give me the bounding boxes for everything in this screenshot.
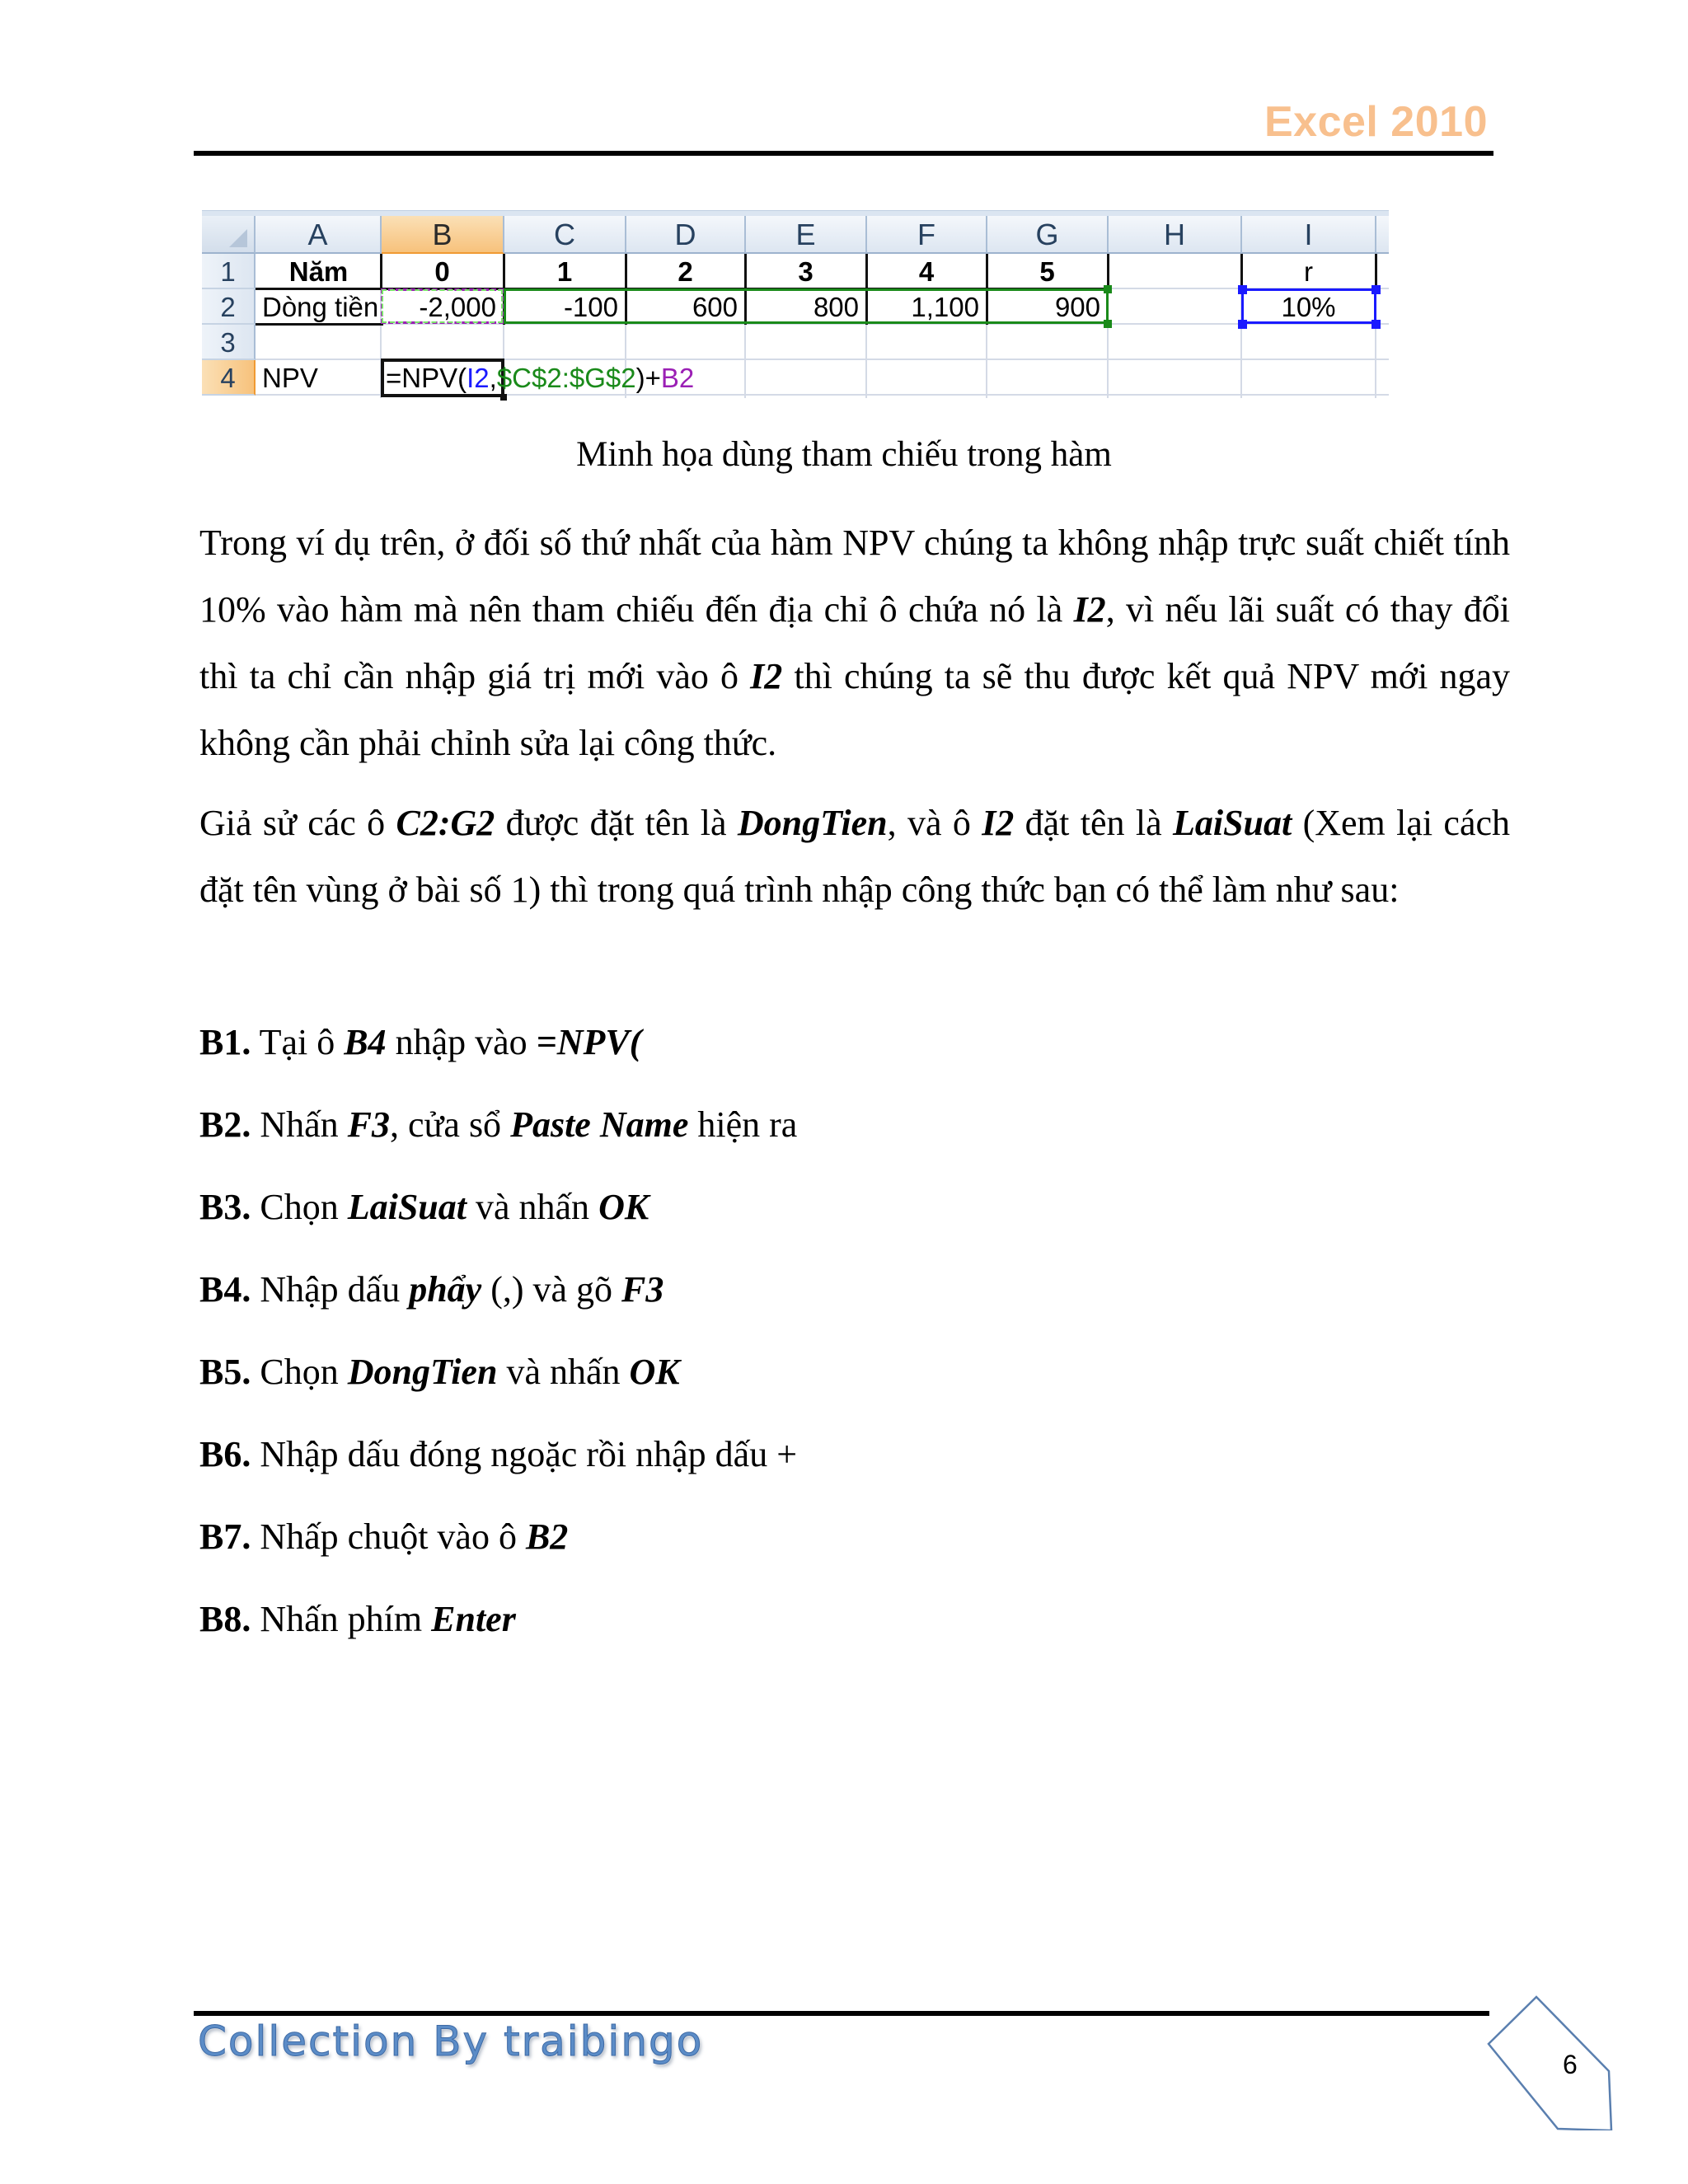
emphasis: I2: [982, 803, 1015, 843]
footer-rule: [194, 2011, 1489, 2016]
cell-a4: NPV: [262, 363, 318, 393]
step-label: B5.: [199, 1352, 251, 1392]
paragraph-1: [199, 509, 1510, 776]
emphasis: Enter: [431, 1599, 516, 1639]
step-text: Nhập dấu: [251, 1269, 410, 1310]
select-all-corner: [202, 216, 256, 254]
emphasis: F3: [621, 1269, 664, 1310]
emphasis: B4: [344, 1022, 387, 1062]
page-number-badge-icon: [1484, 1982, 1640, 2130]
step-b7: [199, 1512, 568, 1562]
column-header-f: F: [867, 216, 987, 254]
column-header-b: B: [382, 216, 504, 254]
emphasis: OK: [629, 1352, 680, 1392]
step-text: và nhấn: [467, 1187, 599, 1227]
header-rule: [194, 151, 1493, 156]
step-label: B6.: [199, 1434, 251, 1474]
step-text: , cửa sổ: [390, 1104, 511, 1145]
paragraph-text: , vì nếu lãi suất có thay đổi thì ta chỉ cần nhập giá trị mới vào ô: [199, 589, 1510, 696]
cell-g1: 5: [1039, 256, 1055, 287]
cell-c2: -100: [563, 292, 618, 322]
formula-text: [386, 360, 694, 396]
emphasis: DongTien: [737, 803, 888, 843]
step-b5: [199, 1347, 680, 1397]
cell-d2: 600: [692, 292, 738, 322]
range-handle: [1238, 285, 1247, 294]
step-label: B2.: [199, 1104, 251, 1145]
paragraph-text: thì chúng ta sẽ thu được kết quả NPV mới ngay không cần phải chỉnh sửa lại công thức.: [199, 656, 1510, 763]
step-text: Nhấn: [251, 1104, 348, 1145]
range-handle: [1104, 320, 1112, 328]
emphasis: =NPV(: [536, 1022, 642, 1062]
step-label: B4.: [199, 1269, 251, 1310]
range-handle: [1238, 320, 1247, 329]
emphasis: DongTien: [347, 1352, 498, 1392]
row-header-1: 1: [202, 254, 256, 289]
step-text: Chọn: [251, 1187, 348, 1227]
cell-d1: 2: [678, 256, 693, 287]
emphasis: C2:G2: [396, 803, 495, 843]
step-text: Nhập dấu đóng ngoặc rồi nhập dấu +: [251, 1434, 798, 1474]
formula-ref-c2-g2: $C$2:$G$2: [496, 363, 636, 393]
paragraph-text: được đặt tên là: [495, 803, 738, 843]
paragraph-2: [199, 790, 1510, 923]
emphasis: F3: [347, 1104, 391, 1145]
column-header-h: H: [1109, 216, 1242, 254]
step-b6: [199, 1430, 797, 1479]
cell-i1: r: [1304, 256, 1313, 287]
step-b3: [199, 1183, 649, 1232]
paragraph-text: đặt tên là: [1014, 803, 1173, 843]
emphasis: LaiSuat: [347, 1187, 467, 1227]
emphasis: B2: [525, 1516, 569, 1557]
step-b4: [199, 1265, 663, 1315]
column-header-i: I: [1242, 216, 1376, 254]
column-header-g: G: [987, 216, 1109, 254]
cell-a2: Dòng tiền: [262, 292, 379, 322]
paragraph-text: Trong ví dụ trên, ở đối số thứ nhất của hàm NPV chúng ta không nhập trực suất chiết tính 10% vào hàm mà nên tham chiếu đến địa chỉ ô chứa nó là: [199, 523, 1510, 630]
cell-e2: 800: [813, 292, 859, 322]
step-label: B3.: [199, 1187, 251, 1227]
emphasis: I2: [750, 656, 783, 696]
range-highlight-b2: [381, 288, 504, 324]
cell-g2: 900: [1054, 292, 1100, 322]
page-number: 6: [1563, 2050, 1578, 2079]
cell-c1: 1: [556, 256, 573, 287]
spreadsheet-figure: [202, 210, 1389, 398]
emphasis: I2: [1073, 589, 1106, 630]
step-b2: [199, 1100, 797, 1150]
column-header-partial: [1376, 216, 1389, 254]
range-highlight-c2-g2: [504, 288, 1109, 324]
emphasis: LaiSuat: [1172, 803, 1292, 843]
step-label: B8.: [199, 1599, 251, 1639]
row-header-2: 2: [202, 289, 256, 325]
header-title: Excel 2010: [1264, 98, 1488, 146]
row-header-3: 3: [202, 325, 256, 360]
step-label: B1.: [199, 1022, 251, 1062]
step-b8: [199, 1595, 516, 1644]
range-handle: [1372, 285, 1381, 294]
step-text: và nhấn: [497, 1352, 630, 1392]
formula-ref-b2: B2: [660, 363, 695, 393]
figure-caption: Minh họa dùng tham chiếu trong hàm: [576, 435, 1112, 474]
formula-ref-i2: I2: [467, 363, 490, 393]
table-border: [1375, 254, 1377, 289]
emphasis: phẩy: [409, 1269, 482, 1310]
cell-e1: 3: [798, 256, 814, 287]
step-text: Nhấn phím: [251, 1599, 432, 1639]
cell-f1: 4: [918, 256, 935, 287]
formula-part: )+: [635, 363, 661, 393]
emphasis: Paste Name: [510, 1104, 689, 1145]
step-text: Nhấp chuột vào ô: [251, 1516, 526, 1557]
column-header-a: A: [256, 216, 382, 254]
table-border: [1107, 254, 1109, 289]
cell-i2: 10%: [1281, 292, 1336, 322]
emphasis: OK: [598, 1187, 649, 1227]
range-handle: [1104, 285, 1112, 293]
range-handle: [1372, 320, 1381, 329]
formula-part: ,: [489, 363, 497, 393]
formula-part: =NPV(: [386, 363, 467, 393]
step-text: Tại ô: [251, 1022, 345, 1062]
cell-a1: Năm: [288, 256, 349, 287]
paragraph-text: Giả sử các ô: [199, 803, 396, 843]
footer-collection-text: Collection By traibingo: [198, 2018, 704, 2065]
step-b1: [199, 1018, 641, 1067]
step-text: nhập vào: [386, 1022, 537, 1062]
row-header-4: 4: [202, 360, 256, 396]
step-label: B7.: [199, 1516, 251, 1557]
column-header-c: C: [504, 216, 626, 254]
cell-b1: 0: [434, 256, 450, 287]
column-header-e: E: [746, 216, 867, 254]
paragraph-text: (Xem lại cách đặt tên vùng ở bài số 1) thì trong quá trình nhập công thức bạn có thể làm như sau:: [199, 803, 1511, 910]
range-highlight-i2: [1241, 288, 1376, 324]
step-text: hiện ra: [688, 1104, 798, 1145]
cell-f2: 1,100: [911, 292, 979, 322]
paragraph-text: , và ô: [887, 803, 982, 843]
cell-b2: -2,000: [419, 292, 496, 322]
column-header-d: D: [626, 216, 746, 254]
step-text: (,) và gõ: [481, 1269, 622, 1310]
step-text: Chọn: [251, 1352, 348, 1392]
